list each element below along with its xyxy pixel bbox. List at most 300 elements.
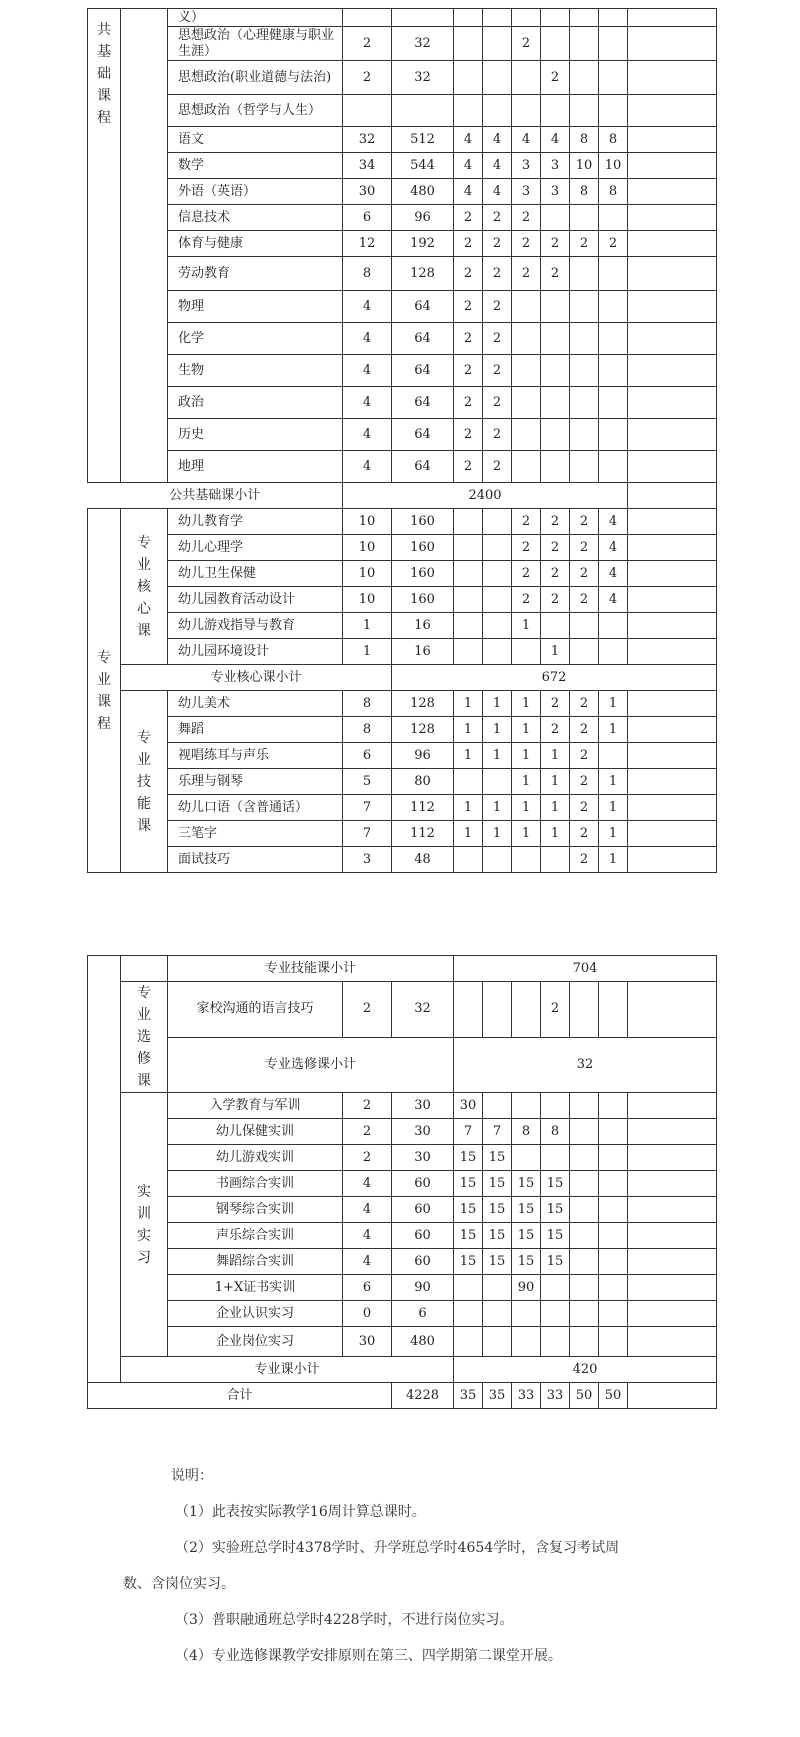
course-hours: 80 bbox=[392, 769, 454, 795]
total-hours: 4228 bbox=[392, 1383, 454, 1409]
course-credits: 4 bbox=[343, 451, 392, 483]
subcategory-core-label-text: 专 业 核 心 课 bbox=[137, 534, 151, 639]
semester-hours bbox=[512, 419, 541, 451]
course-credits: 10 bbox=[343, 535, 392, 561]
semester-hours: 1 bbox=[483, 821, 512, 847]
course-name: 外语（英语） bbox=[168, 179, 343, 205]
remark-cell bbox=[628, 9, 717, 27]
semester-hours: 2 bbox=[454, 291, 483, 323]
semester-hours: 1 bbox=[454, 743, 483, 769]
skill-subtotal-value: 704 bbox=[454, 956, 717, 982]
course-hours: 112 bbox=[392, 795, 454, 821]
semester-hours: 2 bbox=[541, 61, 570, 95]
course-credits: 4 bbox=[343, 1171, 392, 1197]
remark-cell bbox=[628, 323, 717, 355]
semester-hours bbox=[512, 1301, 541, 1327]
semester-hours bbox=[570, 639, 599, 665]
remark-cell bbox=[628, 982, 717, 1038]
course-name: 数学 bbox=[168, 153, 343, 179]
course-name: 企业岗位实习 bbox=[168, 1327, 343, 1357]
semester-hours: 2 bbox=[512, 587, 541, 613]
table-row bbox=[88, 257, 717, 291]
course-credits: 2 bbox=[343, 27, 392, 61]
semester-hours: 2 bbox=[570, 535, 599, 561]
table-row bbox=[88, 956, 717, 982]
course-name: 钢琴综合实训 bbox=[168, 1197, 343, 1223]
semester-hours: 30 bbox=[454, 1093, 483, 1119]
remark-cell bbox=[628, 639, 717, 665]
semester-hours bbox=[541, 95, 570, 127]
semester-hours: 10 bbox=[599, 153, 628, 179]
semester-hours: 15 bbox=[454, 1145, 483, 1171]
semester-hours bbox=[599, 1275, 628, 1301]
table-row bbox=[88, 982, 717, 1038]
semester-hours: 3 bbox=[541, 153, 570, 179]
course-name: 地理 bbox=[168, 451, 343, 483]
course-name: 企业认识实习 bbox=[168, 1301, 343, 1327]
table-row bbox=[88, 1119, 717, 1145]
table-row bbox=[88, 743, 717, 769]
semester-hours: 10 bbox=[570, 153, 599, 179]
course-hours: 544 bbox=[392, 153, 454, 179]
remark-cell bbox=[628, 535, 717, 561]
table-row bbox=[88, 231, 717, 257]
semester-hours: 2 bbox=[570, 691, 599, 717]
course-hours: 60 bbox=[392, 1249, 454, 1275]
semester-hours bbox=[599, 205, 628, 231]
course-hours: 160 bbox=[392, 509, 454, 535]
semester-hours bbox=[541, 1301, 570, 1327]
semester-hours: 15 bbox=[541, 1197, 570, 1223]
course-hours: 64 bbox=[392, 355, 454, 387]
semester-hours bbox=[570, 1171, 599, 1197]
total-semester: 50 bbox=[599, 1383, 628, 1409]
table-row bbox=[88, 419, 717, 451]
table-row bbox=[88, 323, 717, 355]
table-row bbox=[88, 95, 717, 127]
table-row bbox=[88, 587, 717, 613]
course-credits: 4 bbox=[343, 355, 392, 387]
total-semester: 35 bbox=[454, 1383, 483, 1409]
table-row bbox=[88, 1357, 717, 1383]
course-credits: 32 bbox=[343, 127, 392, 153]
semester-hours: 4 bbox=[454, 153, 483, 179]
semester-hours bbox=[512, 982, 541, 1038]
remark-cell bbox=[628, 451, 717, 483]
course-name: 视唱练耳与声乐 bbox=[168, 743, 343, 769]
semester-hours bbox=[541, 291, 570, 323]
table-cell bbox=[541, 9, 570, 27]
semester-hours: 1 bbox=[599, 847, 628, 873]
course-hours: 32 bbox=[392, 27, 454, 61]
semester-hours bbox=[483, 561, 512, 587]
course-hours: 96 bbox=[392, 205, 454, 231]
semester-hours: 2 bbox=[454, 419, 483, 451]
semester-hours bbox=[570, 1275, 599, 1301]
table-row bbox=[88, 1327, 717, 1357]
semester-hours bbox=[541, 323, 570, 355]
semester-hours bbox=[599, 1093, 628, 1119]
semester-hours: 2 bbox=[454, 451, 483, 483]
semester-hours bbox=[599, 1301, 628, 1327]
course-credits: 12 bbox=[343, 231, 392, 257]
course-credits: 4 bbox=[343, 1223, 392, 1249]
semester-hours bbox=[541, 205, 570, 231]
note-4: （4）专业选修课教学安排原则在第三、四学期第二课堂开展。 bbox=[175, 1648, 562, 1664]
course-name: 幼儿园环境设计 bbox=[168, 639, 343, 665]
semester-hours: 2 bbox=[541, 257, 570, 291]
semester-hours: 15 bbox=[512, 1223, 541, 1249]
semester-hours bbox=[512, 1145, 541, 1171]
semester-hours bbox=[512, 61, 541, 95]
semester-hours bbox=[599, 1249, 628, 1275]
semester-hours: 15 bbox=[541, 1249, 570, 1275]
semester-hours bbox=[599, 1327, 628, 1357]
remark-cell bbox=[628, 483, 717, 509]
table-row bbox=[88, 509, 717, 535]
semester-hours bbox=[454, 769, 483, 795]
semester-hours bbox=[570, 323, 599, 355]
course-hours: 64 bbox=[392, 291, 454, 323]
remark-cell bbox=[628, 1197, 717, 1223]
semester-hours bbox=[570, 419, 599, 451]
total-semester: 50 bbox=[570, 1383, 599, 1409]
semester-hours: 90 bbox=[512, 1275, 541, 1301]
course-name: 幼儿园教育活动设计 bbox=[168, 587, 343, 613]
course-name: 幼儿口语（含普通话） bbox=[168, 795, 343, 821]
semester-hours: 2 bbox=[454, 205, 483, 231]
semester-hours bbox=[512, 1327, 541, 1357]
semester-hours: 8 bbox=[570, 179, 599, 205]
note-2a: （2）实验班总学时4378学时、升学班总学时4654学时，含复习考试周 bbox=[175, 1540, 620, 1556]
semester-hours bbox=[454, 1275, 483, 1301]
semester-hours: 2 bbox=[454, 387, 483, 419]
remark-cell bbox=[628, 1223, 717, 1249]
remark-cell bbox=[628, 1301, 717, 1327]
public-subtotal-label: 公共基础课小计 bbox=[88, 483, 343, 509]
table-row bbox=[88, 665, 717, 691]
course-credits: 4 bbox=[343, 419, 392, 451]
semester-hours: 2 bbox=[512, 561, 541, 587]
semester-hours bbox=[570, 355, 599, 387]
course-credits: 0 bbox=[343, 1301, 392, 1327]
semester-hours: 2 bbox=[541, 982, 570, 1038]
course-credits: 6 bbox=[343, 743, 392, 769]
prof-subtotal-label: 专业课小计 bbox=[121, 1357, 454, 1383]
table-row bbox=[88, 1171, 717, 1197]
table-cell bbox=[512, 9, 541, 27]
course-credits: 2 bbox=[343, 61, 392, 95]
course-credits: 5 bbox=[343, 769, 392, 795]
table-cell bbox=[599, 9, 628, 27]
semester-hours: 1 bbox=[599, 769, 628, 795]
course-name: 1+X证书实训 bbox=[168, 1275, 343, 1301]
remark-cell bbox=[628, 257, 717, 291]
semester-hours bbox=[599, 61, 628, 95]
course-name: 声乐综合实训 bbox=[168, 1223, 343, 1249]
table-row bbox=[88, 61, 717, 95]
course-name: 幼儿教育学 bbox=[168, 509, 343, 535]
semester-hours bbox=[483, 61, 512, 95]
subcategory-elective-label bbox=[121, 982, 168, 1093]
course-hours: 128 bbox=[392, 257, 454, 291]
semester-hours: 4 bbox=[454, 179, 483, 205]
semester-hours: 1 bbox=[541, 821, 570, 847]
table-row bbox=[88, 1197, 717, 1223]
semester-hours: 1 bbox=[599, 717, 628, 743]
semester-hours bbox=[570, 1197, 599, 1223]
semester-hours bbox=[483, 1093, 512, 1119]
semester-hours bbox=[541, 1327, 570, 1357]
subcategory-elective-label-text: 专 业 选 修 课 bbox=[137, 985, 151, 1089]
table-row bbox=[88, 613, 717, 639]
semester-hours bbox=[570, 451, 599, 483]
semester-hours bbox=[599, 1171, 628, 1197]
semester-hours: 2 bbox=[483, 205, 512, 231]
note-3: （3）普职融通班总学时4228学时，不进行岗位实习。 bbox=[175, 1612, 514, 1628]
semester-hours bbox=[483, 982, 512, 1038]
semester-hours: 3 bbox=[512, 153, 541, 179]
semester-hours bbox=[541, 451, 570, 483]
elective-subtotal-label: 专业选修课小计 bbox=[168, 1037, 454, 1093]
course-credits: 4 bbox=[343, 387, 392, 419]
course-name: 幼儿卫生保健 bbox=[168, 561, 343, 587]
table-row bbox=[88, 1145, 717, 1171]
semester-hours bbox=[570, 982, 599, 1038]
table-row bbox=[88, 483, 717, 509]
semester-hours: 1 bbox=[483, 717, 512, 743]
course-name-continued: 义） bbox=[168, 9, 343, 27]
remark-cell bbox=[628, 717, 717, 743]
course-credits bbox=[343, 95, 392, 127]
course-hours: 60 bbox=[392, 1197, 454, 1223]
semester-hours: 1 bbox=[454, 691, 483, 717]
course-name: 思想政治（心理健康与职业生涯） bbox=[168, 27, 343, 61]
semester-hours bbox=[483, 1301, 512, 1327]
semester-hours: 2 bbox=[483, 291, 512, 323]
table-row bbox=[88, 291, 717, 323]
semester-hours bbox=[570, 1301, 599, 1327]
course-name: 幼儿游戏指导与教育 bbox=[168, 613, 343, 639]
semester-hours: 15 bbox=[483, 1223, 512, 1249]
semester-hours: 15 bbox=[483, 1145, 512, 1171]
semester-hours: 2 bbox=[512, 205, 541, 231]
course-hours bbox=[392, 95, 454, 127]
semester-hours: 4 bbox=[599, 509, 628, 535]
course-hours: 128 bbox=[392, 691, 454, 717]
table-row bbox=[88, 1249, 717, 1275]
semester-hours bbox=[454, 1301, 483, 1327]
course-name: 舞蹈 bbox=[168, 717, 343, 743]
table-row bbox=[88, 561, 717, 587]
semester-hours: 8 bbox=[570, 127, 599, 153]
table-row bbox=[88, 821, 717, 847]
semester-hours: 2 bbox=[483, 419, 512, 451]
course-hours: 30 bbox=[392, 1093, 454, 1119]
semester-hours bbox=[454, 95, 483, 127]
semester-hours bbox=[483, 769, 512, 795]
semester-hours bbox=[599, 387, 628, 419]
semester-hours: 15 bbox=[483, 1249, 512, 1275]
remark-cell bbox=[628, 509, 717, 535]
semester-hours: 2 bbox=[483, 355, 512, 387]
semester-hours: 15 bbox=[512, 1249, 541, 1275]
semester-hours: 2 bbox=[541, 561, 570, 587]
semester-hours bbox=[541, 27, 570, 61]
semester-hours: 1 bbox=[541, 639, 570, 665]
course-name: 语文 bbox=[168, 127, 343, 153]
remark-cell bbox=[628, 743, 717, 769]
semester-hours bbox=[599, 451, 628, 483]
notes-section bbox=[123, 1458, 713, 1674]
semester-hours: 15 bbox=[454, 1171, 483, 1197]
table-row bbox=[88, 639, 717, 665]
remark-cell bbox=[628, 95, 717, 127]
subcategory-cell bbox=[121, 9, 168, 483]
semester-hours bbox=[512, 639, 541, 665]
semester-hours: 2 bbox=[541, 231, 570, 257]
category-prof-label-text: 专 业 课 程 bbox=[97, 649, 111, 732]
semester-hours: 2 bbox=[483, 323, 512, 355]
course-credits: 2 bbox=[343, 1093, 392, 1119]
table-cell bbox=[343, 9, 392, 27]
semester-hours bbox=[483, 535, 512, 561]
semester-hours: 1 bbox=[512, 613, 541, 639]
remark-cell bbox=[628, 1327, 717, 1357]
semester-hours bbox=[454, 509, 483, 535]
semester-hours bbox=[599, 1119, 628, 1145]
semester-hours: 15 bbox=[454, 1197, 483, 1223]
semester-hours: 3 bbox=[512, 179, 541, 205]
course-hours: 48 bbox=[392, 847, 454, 873]
course-name: 三笔字 bbox=[168, 821, 343, 847]
table-row bbox=[88, 179, 717, 205]
course-table-part1 bbox=[87, 8, 717, 873]
category-cell bbox=[88, 956, 121, 1383]
course-name: 历史 bbox=[168, 419, 343, 451]
remark-cell bbox=[628, 387, 717, 419]
semester-hours bbox=[512, 1093, 541, 1119]
course-credits: 4 bbox=[343, 323, 392, 355]
table-cell bbox=[483, 9, 512, 27]
semester-hours bbox=[483, 613, 512, 639]
note-1: （1）此表按实际教学16周计算总课时。 bbox=[175, 1504, 426, 1520]
semester-hours: 15 bbox=[483, 1171, 512, 1197]
table-cell bbox=[454, 9, 483, 27]
semester-hours bbox=[599, 323, 628, 355]
semester-hours: 2 bbox=[483, 257, 512, 291]
semester-hours: 3 bbox=[541, 179, 570, 205]
course-credits: 4 bbox=[343, 1249, 392, 1275]
semester-hours: 1 bbox=[512, 743, 541, 769]
semester-hours: 1 bbox=[512, 717, 541, 743]
total-semester: 33 bbox=[541, 1383, 570, 1409]
public-subtotal-value: 2400 bbox=[343, 483, 628, 509]
course-hours: 160 bbox=[392, 561, 454, 587]
semester-hours: 2 bbox=[570, 717, 599, 743]
core-subtotal-value: 672 bbox=[392, 665, 717, 691]
course-name: 体育与健康 bbox=[168, 231, 343, 257]
semester-hours: 1 bbox=[512, 769, 541, 795]
course-credits: 2 bbox=[343, 982, 392, 1038]
semester-hours bbox=[541, 387, 570, 419]
semester-hours bbox=[570, 613, 599, 639]
course-name: 思想政治(职业道德与法治) bbox=[168, 61, 343, 95]
course-hours: 480 bbox=[392, 1327, 454, 1357]
table-row bbox=[88, 205, 717, 231]
semester-hours bbox=[599, 1197, 628, 1223]
semester-hours: 4 bbox=[599, 587, 628, 613]
table-row bbox=[88, 127, 717, 153]
course-name: 舞蹈综合实训 bbox=[168, 1249, 343, 1275]
course-hours: 512 bbox=[392, 127, 454, 153]
remark-cell bbox=[628, 231, 717, 257]
semester-hours bbox=[541, 1093, 570, 1119]
semester-hours: 2 bbox=[570, 821, 599, 847]
table-row bbox=[88, 717, 717, 743]
semester-hours bbox=[570, 1327, 599, 1357]
semester-hours bbox=[541, 1145, 570, 1171]
note-2b: 数、含岗位实习。 bbox=[123, 1576, 235, 1592]
semester-hours bbox=[512, 451, 541, 483]
course-name: 幼儿美术 bbox=[168, 691, 343, 717]
course-name: 思想政治（哲学与人生） bbox=[168, 95, 343, 127]
semester-hours bbox=[512, 95, 541, 127]
semester-hours bbox=[570, 61, 599, 95]
semester-hours: 2 bbox=[570, 561, 599, 587]
semester-hours: 2 bbox=[512, 231, 541, 257]
remark-cell bbox=[628, 795, 717, 821]
course-credits: 34 bbox=[343, 153, 392, 179]
semester-hours bbox=[599, 1145, 628, 1171]
semester-hours bbox=[599, 27, 628, 61]
semester-hours: 2 bbox=[570, 769, 599, 795]
semester-hours: 2 bbox=[512, 257, 541, 291]
category-public-label bbox=[88, 9, 121, 483]
semester-hours: 2 bbox=[541, 717, 570, 743]
total-semester: 35 bbox=[483, 1383, 512, 1409]
semester-hours bbox=[570, 291, 599, 323]
semester-hours: 2 bbox=[454, 231, 483, 257]
semester-hours: 2 bbox=[512, 509, 541, 535]
course-credits: 8 bbox=[343, 717, 392, 743]
remark-cell bbox=[628, 1093, 717, 1119]
remark-cell bbox=[628, 127, 717, 153]
course-credits: 3 bbox=[343, 847, 392, 873]
core-subtotal-label: 专业核心课小计 bbox=[121, 665, 392, 691]
semester-hours: 4 bbox=[483, 153, 512, 179]
semester-hours: 4 bbox=[512, 127, 541, 153]
semester-hours bbox=[512, 847, 541, 873]
category-prof-label bbox=[88, 509, 121, 873]
course-credits: 6 bbox=[343, 205, 392, 231]
semester-hours bbox=[599, 355, 628, 387]
semester-hours: 2 bbox=[570, 847, 599, 873]
semester-hours: 2 bbox=[599, 231, 628, 257]
table-row bbox=[88, 769, 717, 795]
semester-hours: 1 bbox=[454, 717, 483, 743]
semester-hours bbox=[541, 613, 570, 639]
table-row bbox=[88, 451, 717, 483]
semester-hours bbox=[512, 355, 541, 387]
semester-hours: 1 bbox=[512, 795, 541, 821]
course-credits: 4 bbox=[343, 291, 392, 323]
course-hours: 480 bbox=[392, 179, 454, 205]
semester-hours bbox=[541, 1275, 570, 1301]
semester-hours: 1 bbox=[483, 795, 512, 821]
semester-hours: 8 bbox=[541, 1119, 570, 1145]
table-row bbox=[88, 27, 717, 61]
